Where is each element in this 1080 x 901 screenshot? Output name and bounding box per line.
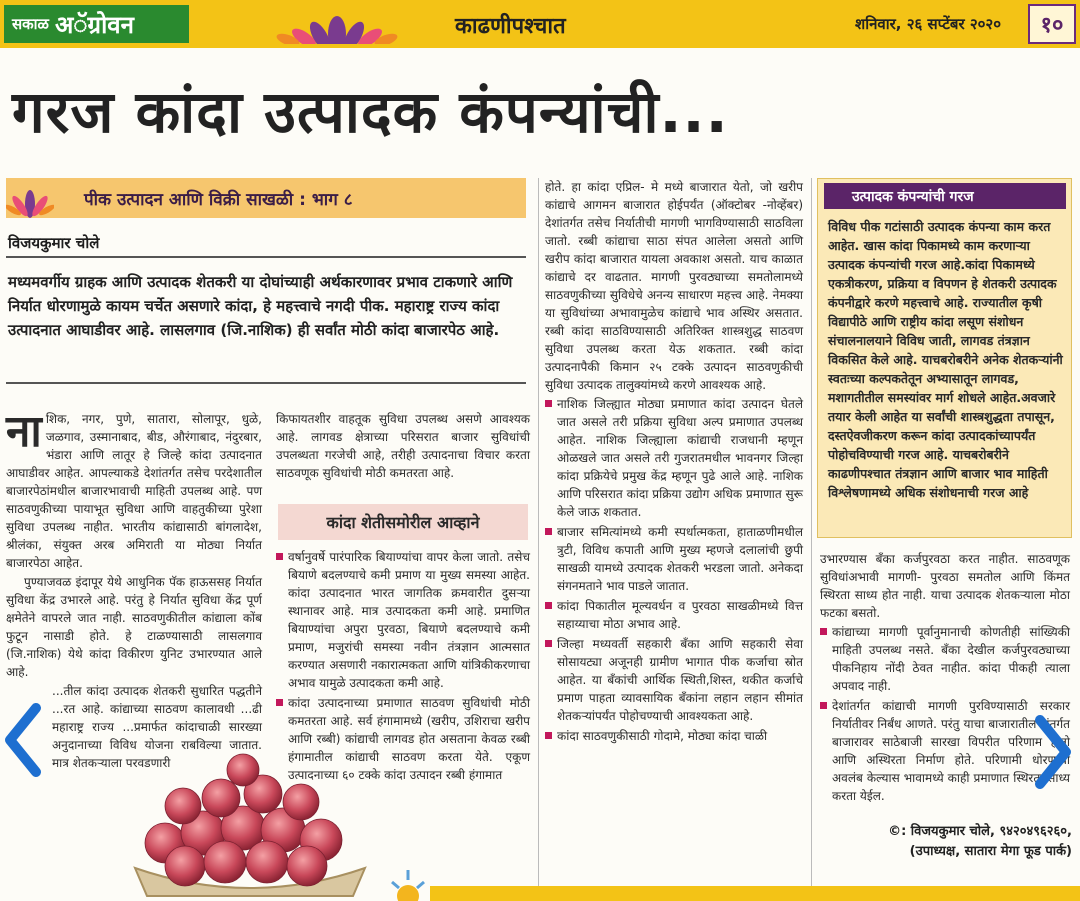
dropcap: ना: [6, 406, 42, 457]
paragraph: [6, 406, 262, 572]
headline: गरज कांदा उत्पादक कंपन्यांची...: [12, 78, 729, 146]
sidebar-title: उत्पादक कंपन्यांची गरज: [824, 183, 1066, 209]
column-2: [276, 410, 530, 483]
onion-basket-photo: [125, 748, 375, 898]
list-item: बाजार समित्यांमध्ये कमी स्पर्धात्मकता, हाताळणीमधील त्रुटी, विविध कपाती आणि मुख्य म्हणजे दलालांची छुपी साखळी यामध्ये उत्पादक शेतकरी भरडला जातो. अनेकदा संगनमताने भाव पाडले जातात.: [545, 523, 803, 595]
page-number: १०: [1028, 4, 1076, 44]
sidebar-box: [817, 178, 1072, 538]
list-item: देशांतर्गत कांद्याची मागणी पुरविण्यासाठी सरकार निर्यातीवर निर्बंध आणते. परंतु याचा बाजारातील अंतर्गत बाजारावर साठेबाजी सारखा विपरीत परिणाम होतो आणि अस्थिरता निर्माण होते. परिणामी धोरणाचा अवलंब केल्यास भावामध्ये काही प्रमाणात स्थिरता साध्य करता येईल.: [820, 697, 1070, 805]
paragraph-text: शिक, नगर, पुणे, सातारा, सोलापूर, धुळे, जळगाव, उस्मानाबाद, बीड, औरंगाबाद, नंदुरबार, भंडारा आणि लातूर हे जिल्हे कांदा उत्पादनात आघाडीवर आहेत. आपल्याकडे देशांतर्गत तसेच परदेशातील बाजारपेठांमधील बाजारभावाची माहिती उपलब्ध आहे. पण साठवणुकीच्या पायाभूत सुविधा आणि वाहतुकीच्या पुरेशा सुविधा उपलब्ध नाहीत. भारतीय कांद्यासाठी बांगलादेश, श्रीलंका, संयुक्त अरब अमिराती या मोठ्या निर्यात बाजारपेठा आहेत.: [6, 412, 262, 570]
lotus-logo-icon: [6, 178, 54, 218]
brand-logo: [4, 5, 189, 43]
brand-prefix: सकाळ: [12, 15, 49, 33]
chevron-left-icon[interactable]: [2, 700, 46, 780]
paragraph: किफायतशीर वाहतूक सुविधा उपलब्ध असणे आवश्यक आहे. लागवड क्षेत्राच्या परिसरात बाजार सुविधांची उपलब्धता गरजेची आहे, तरीही उत्पादनाचा विचार करता साठवणूक सुविधांची मोठी कमतरता आहे.: [276, 412, 530, 480]
chevron-right-icon[interactable]: [1028, 712, 1076, 792]
byline: विजयकुमार चोले: [8, 234, 100, 252]
column-divider: [811, 178, 812, 898]
section-name: काढणीपश्चात: [455, 14, 566, 39]
paragraph: पुण्याजवळ इंदापूर येथे आधुनिक पॅक हाऊससह निर्यात सुविधा केंद्र उभारले आहे. परंतु हे निर्यात सुविधा केंद्र पूर्ण क्षमेतेने वापरले जात नाही. साठवणुकीतील कांद्याला कोंब फुटून नासाडी होते. हे टाळण्यासाठी लासलगाव (जि.नाशिक) येथे कांदा विकीरण युनिट उभारण्यात आले आहे.: [6, 575, 262, 679]
column-3: [545, 178, 803, 747]
intro-paragraph: मध्यमवर्गीय ग्राहक आणि उत्पादक शेतकरी या दोघांच्याही अर्थकारणावर प्रभाव टाकणारे आणि निर्यात धोरणामुळे कायम चर्चेत असणारे कांदा, हे महत्त्वाचे नगदी पीक. महाराष्ट्र राज्य कांदा उत्पादनात आघाडीवर आहे. लासलगाव (जि.नाशिक) ही सर्वांत मोठी कांदा बाजारपेठ आहे.: [8, 273, 513, 339]
brand-name: अॅग्रोवन: [54, 10, 134, 39]
credit-line: ©: विजयकुमार चोले, ९४२०४९६२६०,: [888, 824, 1072, 839]
paragraph: ...तील कांदा उत्पादक शेतकरी सुधारित पद्धतीने ...रत आहे. कांद्याच्या साठवण कालावधी ...ढी महाराष्ट्र राज्य ...प्रमार्फत कांदाचाळी सारख्या अनुदानाच्या विविध योजना राबविल्या जातात. मात्र शेतकऱ्याला परवडणारी: [52, 684, 262, 770]
paragraph: होते. हा कांदा एप्रिल- मे मध्ये बाजारात येतो, जो खरीप कांद्याचे आगमन बाजारात होईपर्यंत (ऑक्टोबर -नोव्हेंबर) देशांतर्गत तसेच निर्यातीची मागणी भागविण्यासाठी साठविला जातो. रब्बी कांद्याचा साठा संपत आलेला असतो आणि खरीप कांदा बाजारात यायला अवकाश असतो. याच काळात कांद्याचे दर वाढतात. मागणी पुरवठ्याच्या समतोलामध्ये साठवणुकीच्या सुविधेचे अनन्य साधारण महत्त्व आहे. नेमक्या या सुविधांच्या अभावामुळेच कांद्याचे भाव अस्थिर असतात. रब्बी कांदा साठविण्यासाठी अतिरिक्त शास्त्रशुद्ध साठवण सुविधा उपलब्ध करता येऊ शकतात. रब्बी कांदा उत्पादनापैकी किमान २५ टक्के उत्पादन साठवणुकीची सुविधा उत्पादक तालुक्यांमध्ये करणे आवश्यक आहे.: [545, 180, 803, 392]
author-credit: [862, 822, 1072, 862]
issue-date: शनिवार, २६ सप्टेंबर २०२०: [855, 15, 1002, 33]
series-strip: [6, 178, 526, 218]
list-item: कांदा उत्पादनाच्या प्रमाणात साठवण सुविधांची मोठी कमतरता आहे. सर्व हंगामामध्ये (खरीप, उशिराचा खरीप आणि रब्बी) कांद्याची लागवड होत असताना केवळ रब्बी हंगामातील कांद्याची साठवण करता येते. एकूण उत्पादनाच्या ६० टक्के कांदा उत्पादन रब्बी हंगामात: [276, 694, 530, 784]
series-title: पीक उत्पादन आणि विक्री साखळी : भाग ८: [84, 189, 353, 210]
list-item: नाशिक जिल्ह्यात मोठ्या प्रमाणात कांदा उत्पादन घेतले जात असले तरी प्रक्रिया सुविधा अल्प प्रमाणात उपलब्ध आहेत. नाशिक जिल्ह्याला कांद्याची राजधानी म्हणून ओळखले जात असले तरी गुजरातमधील भावनगर जिल्हा कांदा प्रक्रियेचे प्रमुख केंद्र म्हणून पुढे आले आहे. नाशिक आणि परिसरात कांदा प्रक्रिया उद्योग अधिक प्रमाणात सुरू केले जाऊ शकतात.: [545, 395, 803, 521]
section-subhead: कांदा शेतीसमोरील आव्हाने: [278, 504, 528, 540]
list-item: कांद्याच्या मागणी पूर्वानुमानाची कोणतीही सांख्यिकी माहिती उपलब्ध नसते. बँका देखील कर्जपुरवठ्याच्या पीकनिहाय नोंदी ठेवत नाहीत. कांदा पीकही त्याला अपवाद नाही.: [820, 623, 1070, 695]
list-item: कांदा पिकातील मूल्यवर्धन व पुरवठा साखळीमध्ये वित्त सहाय्याचा मोठा अभाव आहे.: [545, 597, 803, 633]
column-divider: [538, 178, 539, 898]
sun-icon: [388, 868, 428, 901]
list-item: जिल्हा मध्यवर्ती सहकारी बँका आणि सहकारी सेवा सोसायट्या अजूनही ग्रामीण भागात पीक कर्जाचा स्रोत आहेत. या बँकांची आर्थिक स्थिती,शिस्त, थकीत कर्जाचे प्रमाण पाहता व्यावसायिक बँकांना लहान लहान सीमांत शेतकऱ्यांपर्यंत पोहोचण्याची आवश्यकता आहे.: [545, 635, 803, 725]
credit-line: (उपाध्यक्ष, सातारा मेगा फूड पार्क): [909, 844, 1072, 859]
list-item: कांदा साठवणुकीसाठी गोदामे, मोठ्या कांदा चाळी: [545, 727, 803, 745]
footer-bar: [430, 886, 1080, 901]
divider: [6, 382, 526, 384]
masthead: [0, 0, 1080, 48]
lotus-logo-icon: [262, 4, 412, 44]
divider: [6, 256, 526, 258]
paragraph: उभारण्यास बँका कर्जपुरवठा करत नाहीत. साठवणूक सुविधांअभावी मागणी- पुरवठा समतोल आणि किंमत स्थिरता साध्य होत नाही. याचा उत्पादक शेतकऱ्याला मोठा फटका बसतो.: [820, 552, 1070, 620]
sidebar-text: विविध पीक गटांसाठी उत्पादक कंपन्या काम करत आहेत. खास कांदा पिकामध्ये काम करणाऱ्या उत्पादक कंपन्यांची गरज आहे.कांदा पिकामध्ये एकत्रीकरण, प्रक्रिया व विपणन हे शेतकरी उत्पादक कंपनीद्वारे करणे महत्त्वाचे आहे. राज्यातील कृषी विद्यापीठे आणि राष्ट्रीय कांदा लसूण संशोधन संचालनालयाने विविध जाती, लागवड तंत्रज्ञान विकसित केले आहे. याचबरोबरीने अनेक शेतकऱ्यांनी स्वतःच्या कल्पकतेतून अभ्यासातून लागवड, मशागतीतील समस्यांवर मार्ग शोधले आहेत.अवजारे तयार केली आहेत या सर्वांची शास्त्रशुद्धता तपासून, दस्तऐवजीकरण करून कांदा उत्पादकांच्यापर्यंत पोहोचविण्याची गरज आहे. याचबरोबरीने काढणीपश्चात तंत्रज्ञान आणि बाजार भाव माहिती विश्लेषणामध्ये अधिक संशोधनाची गरज आहे: [828, 219, 1063, 500]
list-item: वर्षानुवर्षे पारंपारिक बियाण्यांचा वापर केला जातो. तसेच बियाणे बदलण्याचे कमी प्रमाण या मुख्य समस्या आहेत. कांदा उत्पादनात भारत जागतिक क्रमवारीत दुसऱ्या स्थानावर आहे. मात्र उत्पादकता कमी आहे. प्रमाणित बियाण्यांचा अपुरा पुरवठा, बियाणे बदलण्याचे कमी प्रमाण, मजुरांची समस्या नवीन तंत्रज्ञान आत्मसात करण्यात असणारी नकारात्मकता आणि यांत्रिकीकरणाचा अभाव यामुळे उत्पादकता कमी आहे.: [276, 548, 530, 692]
